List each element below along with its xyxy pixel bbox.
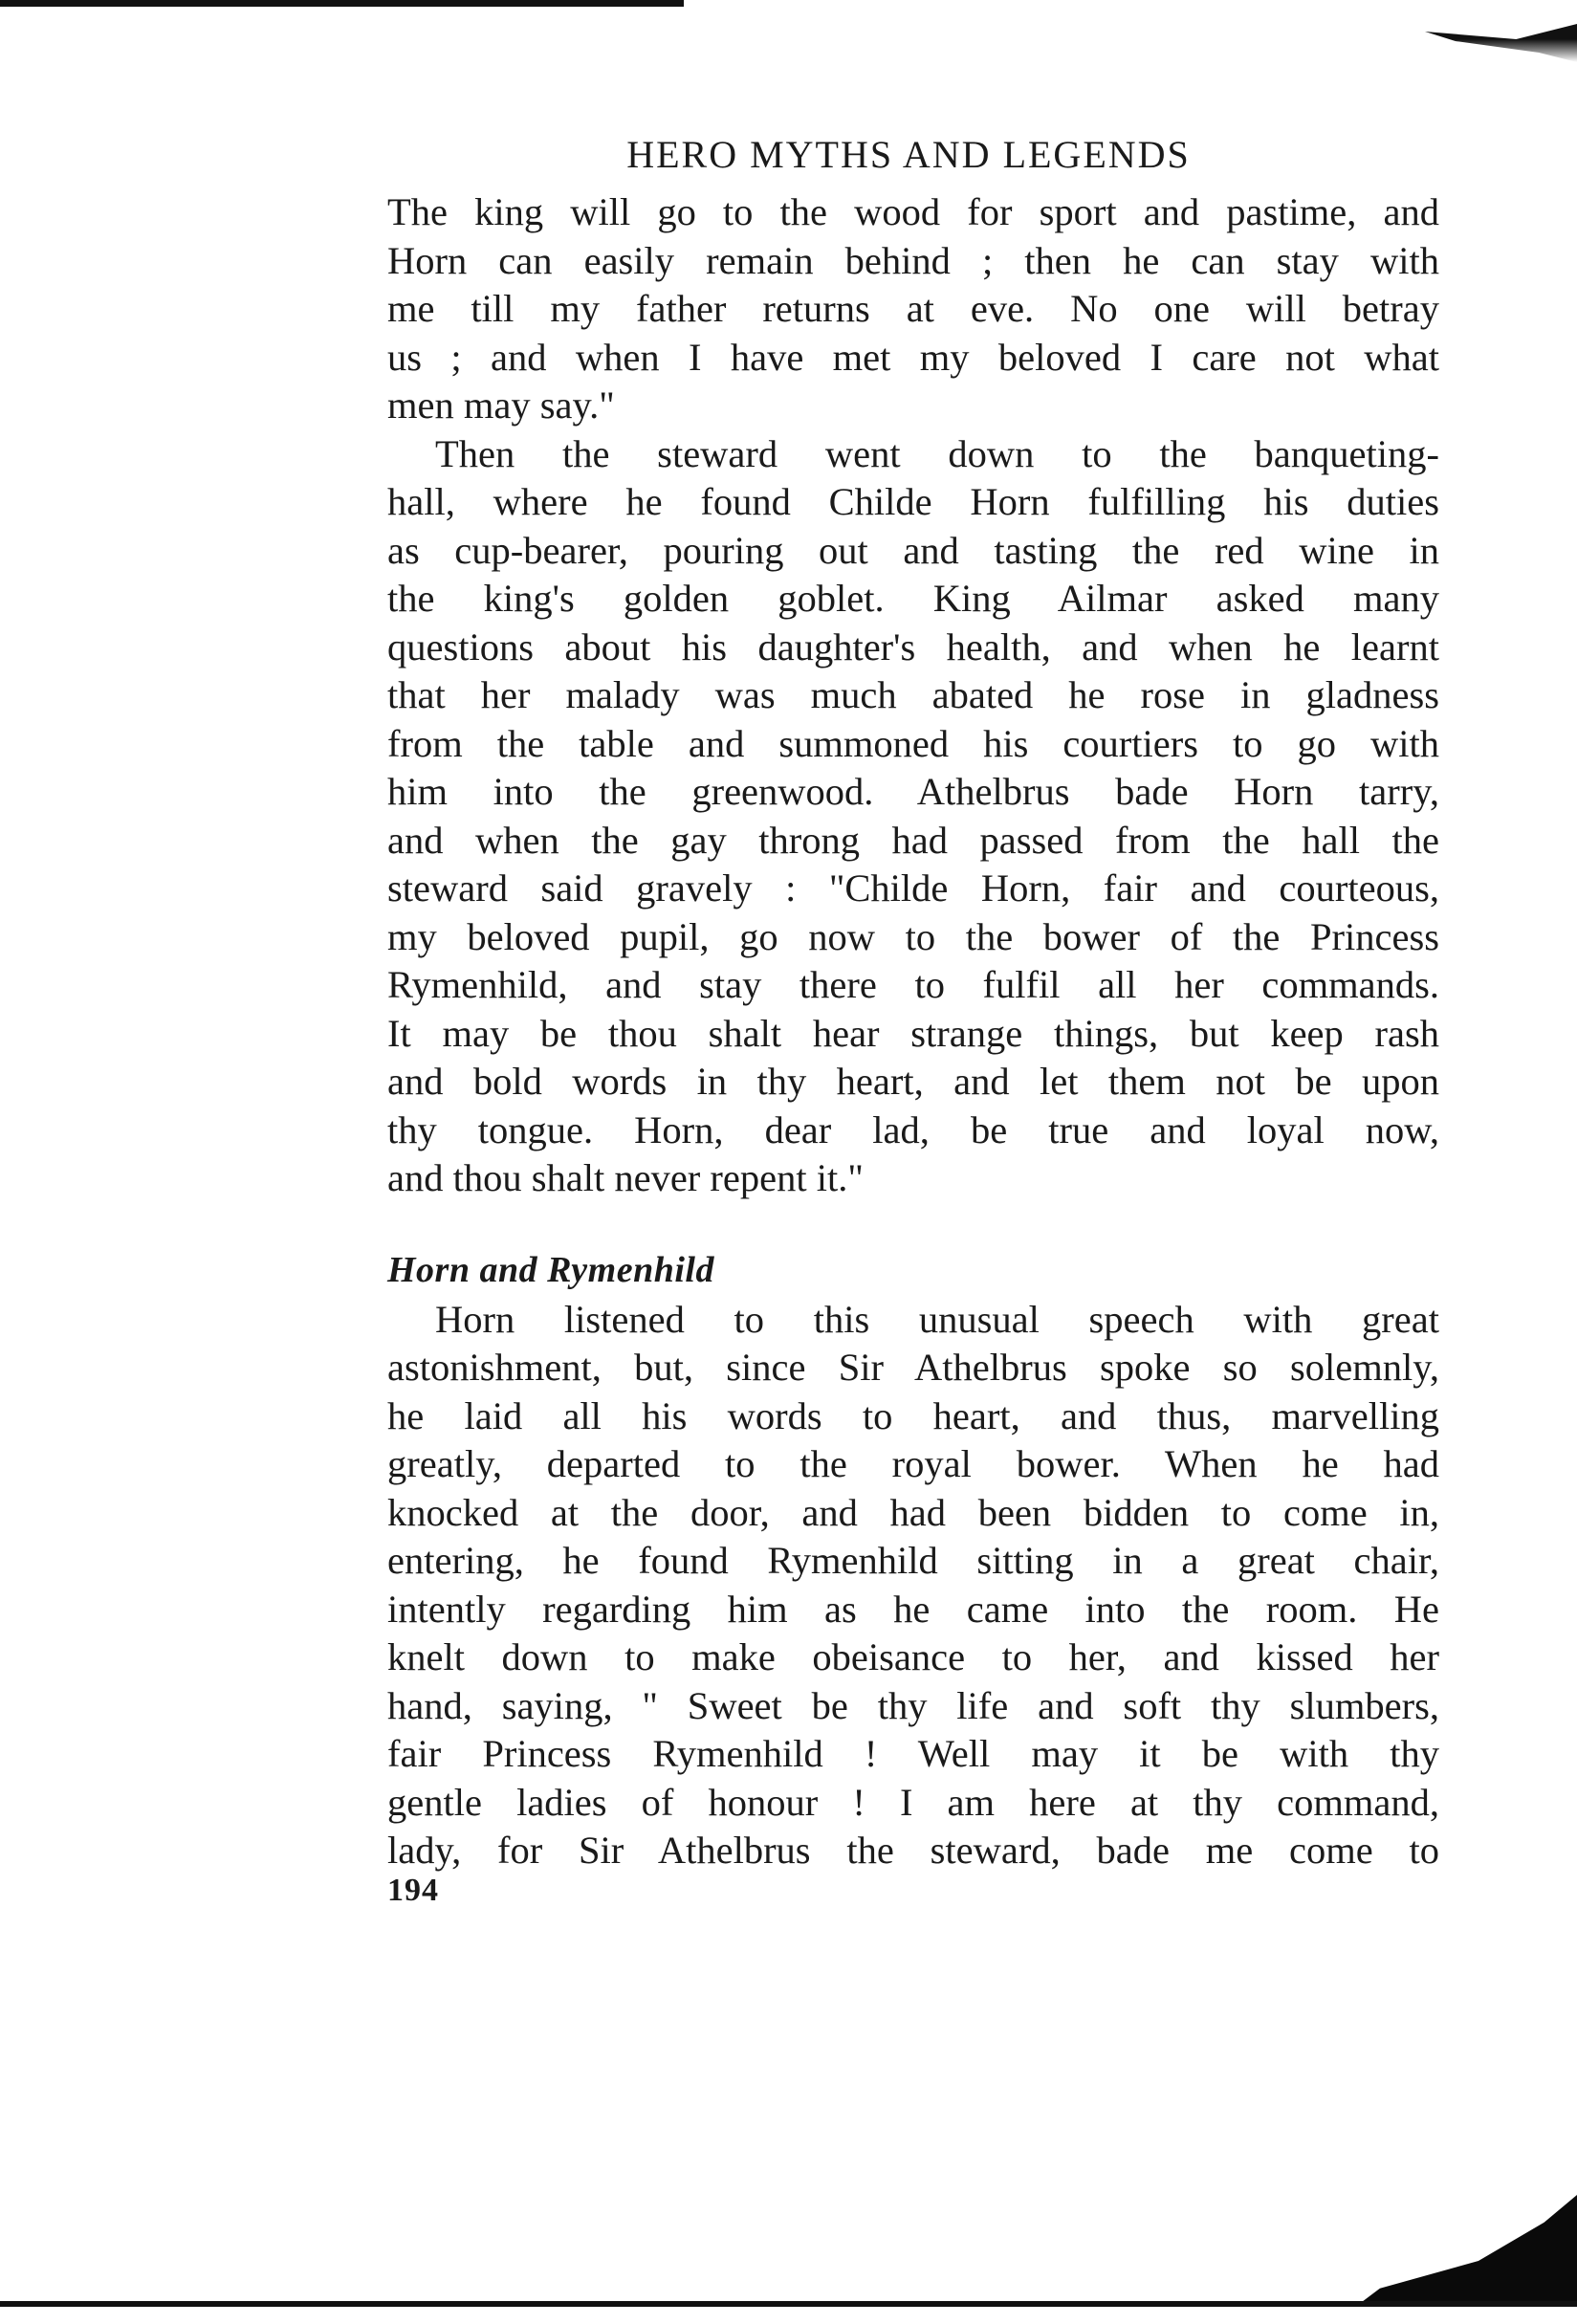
text-line: Horn listened to this unusual speech with great: [435, 1297, 1439, 1341]
text-line: he laid all his words to heart, and thus, marvelling: [387, 1393, 1439, 1437]
bottom-edge-rule: [0, 2301, 1577, 2307]
text-line: It may be thou shalt hear strange things, but keep rash: [387, 1011, 1439, 1055]
text-line: men may say.": [387, 384, 615, 427]
top-right-scan-shadow: [1425, 24, 1577, 62]
text-line: as cup-bearer, pouring out and tasting the red wine in: [387, 528, 1439, 572]
text-line: astonishment, but, since Sir Athelbrus spoke so solemnly,: [387, 1346, 1439, 1389]
section-gap: [387, 1203, 1439, 1246]
top-edge-rule: [0, 0, 684, 7]
text-line: thy tongue. Horn, dear lad, be true and loyal now,: [387, 1107, 1439, 1151]
text-line: Rymenhild, and stay there to fulfil all her commands.: [387, 963, 1439, 1006]
text-line: questions about his daughter's health, and when he learnt: [387, 625, 1439, 669]
bottom-right-scan-shadow: [1358, 2195, 1577, 2305]
text-line: and bold words in thy heart, and let them not be upon: [387, 1060, 1439, 1103]
text-line: that her malady was much abated he rose in gladness: [387, 673, 1439, 716]
section-subheading: Horn and Rymenhild: [387, 1249, 714, 1290]
body-text: [387, 188, 1439, 1875]
text-line: us ; and when I have met my beloved I care not what: [387, 335, 1439, 379]
text-line: The king will go to the wood for sport and pastime, and: [387, 190, 1439, 233]
text-line: steward said gravely : "Childe Horn, fair and courteous,: [387, 866, 1439, 910]
text-line: knelt down to make obeisance to her, and kissed her: [387, 1635, 1439, 1678]
text-line: knocked at the door, and had been bidden to come in,: [387, 1490, 1439, 1534]
text-line: intently regarding him as he came into the room. He: [387, 1587, 1439, 1631]
page-number: 194: [387, 1873, 439, 1908]
text-line: me till my father returns at eve. No one will betray: [387, 287, 1439, 330]
text-line: my beloved pupil, go now to the bower of the Princess: [387, 914, 1439, 958]
running-head: HERO MYTHS AND LEGENDS: [626, 133, 1191, 176]
text-line: hand, saying, " Sweet be thy life and soft thy slumbers,: [387, 1683, 1439, 1727]
text-line: from the table and summoned his courtiers to go with: [387, 721, 1439, 765]
text-line: him into the greenwood. Athelbrus bade Horn tarry,: [387, 770, 1439, 813]
text-line: gentle ladies of honour ! I am here at thy command,: [387, 1780, 1439, 1824]
text-line: Horn can easily remain behind ; then he can stay with: [387, 238, 1439, 282]
text-line: fair Princess Rymenhild ! Well may it be with thy: [387, 1732, 1439, 1775]
text-line: hall, where he found Childe Horn fulfilling his duties: [387, 480, 1439, 523]
text-line: Then the steward went down to the banqueting-: [435, 431, 1439, 475]
text-line: the king's golden goblet. King Ailmar asked many: [387, 577, 1439, 620]
text-line: and thou shalt never repent it.": [387, 1156, 864, 1199]
text-line: entering, he found Rymenhild sitting in a great chair,: [387, 1539, 1439, 1582]
text-line: lady, for Sir Athelbrus the steward, bade me come to: [387, 1829, 1439, 1872]
text-line: and when the gay throng had passed from the hall the: [387, 818, 1439, 862]
text-line: greatly, departed to the royal bower. When he had: [387, 1442, 1439, 1485]
